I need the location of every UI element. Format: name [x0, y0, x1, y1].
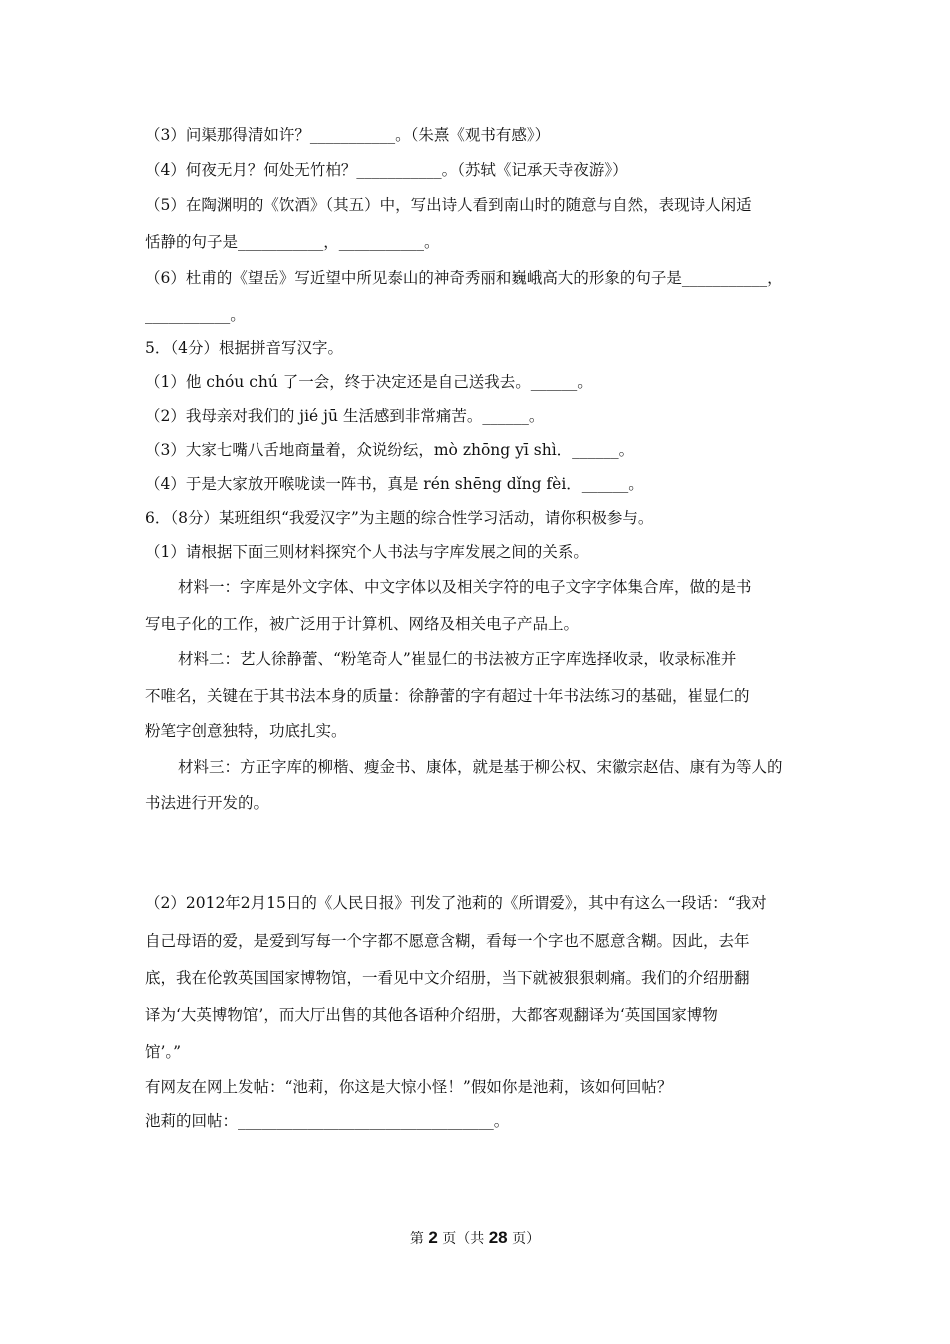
material-3-line1: 材料三：方正字库的柳楷、瘦金书、康体，就是基于柳公权、宋徽宗赵佶、康有为等人的	[178, 758, 783, 776]
q6-part-2-line6: 有网友在网上发帖：“池莉，你这是大惊小怪！”假如你是池莉，该如何回帖？	[145, 1078, 673, 1096]
material-2-line1: 材料二：艺人徐静蕾、“粉笔奇人”崔显仁的书法被方正字库选择收录，收录标准并	[178, 650, 737, 668]
current-page-number: 2	[428, 1228, 438, 1247]
q4-item-5-line2: 恬静的句子是___________，___________。	[145, 233, 440, 251]
page-footer	[0, 1228, 950, 1249]
q5-title: 5．（4分）根据拼音写汉字。	[145, 339, 343, 357]
q6-part-2-line3: 底，我在伦敦英国国家博物馆，一看见中文介绍册，当下就被狠狠刺痛。我们的介绍册翻	[145, 969, 750, 987]
q6-part-2-line1: （2）2012年2月15日的《人民日报》刊发了池莉的《所谓爱》，其中有这么一段话：“我对	[145, 894, 767, 912]
q5-item-3: （3）大家七嘴八舌地商量着，众说纷纭，mò zhōng yī shì．______。	[145, 441, 635, 459]
q4-item-6-line1: （6）杜甫的《望岳》写近望中所见泰山的神奇秀丽和巍峨高大的形象的句子是___________，	[145, 269, 783, 287]
q6-title: 6．（8分）某班组织“我爱汉字”为主题的综合性学习活动，请你积极参与。	[145, 509, 654, 527]
material-2-line2: 不唯名，关键在于其书法本身的质量：徐静蕾的字有超过十年书法练习的基础，崔显仁的	[145, 687, 750, 705]
q4-item-4: （4）何夜无月？何处无竹柏？___________。（苏轼《记承天寺夜游》）	[145, 161, 628, 179]
footer-suffix: 页）	[512, 1231, 541, 1247]
footer-middle: 页（共	[442, 1231, 485, 1247]
q4-item-6-line2: ___________。	[145, 306, 246, 324]
material-3-line2: 书法进行开发的。	[145, 794, 270, 812]
q5-item-4: （4）于是大家放开喉咙读一阵书，真是 rén shēng dǐng fèi．______。	[145, 475, 644, 493]
material-2-line3: 粉笔字创意独特，功底扎实。	[145, 722, 347, 740]
q6-part-1: （1）请根据下面三则材料探究个人书法与字库发展之间的关系。	[145, 543, 589, 561]
q4-item-5-line1: （5）在陶渊明的《饮酒》（其五）中，写出诗人看到南山时的随意与自然，表现诗人闲适	[145, 196, 752, 214]
material-1-line2: 写电子化的工作，被广泛用于计算机、网络及相关电子产品上。	[145, 615, 580, 633]
footer-prefix: 第	[409, 1231, 424, 1247]
material-1-line1: 材料一：字库是外文字体、中文字体以及相关字符的电子文字字体集合库，做的是书	[178, 578, 752, 596]
q6-part-2-answer-line: 池莉的回帖：_________________________________。	[145, 1112, 510, 1130]
q6-part-2-line5: 馆’。”	[145, 1043, 182, 1061]
q6-part-2-line4: 译为‘大英博物馆’，而大厅出售的其他各语种介绍册，大都客观翻译为‘英国国家博物	[145, 1006, 718, 1024]
q5-item-2: （2）我母亲对我们的 jié jū 生活感到非常痛苦。______。	[145, 407, 545, 425]
total-page-count: 28	[488, 1228, 508, 1247]
q5-item-1: （1）他 chóu chú 了一会，终于决定还是自己送我去。______。	[145, 373, 593, 391]
q6-part-2-line2: 自己母语的爱，是爱到写每一个字都不愿意含糊，看每一个字也不愿意含糊。因此，去年	[145, 932, 750, 950]
q4-item-3: （3）问渠那得清如许？___________。（朱熹《观书有感》）	[145, 126, 551, 144]
